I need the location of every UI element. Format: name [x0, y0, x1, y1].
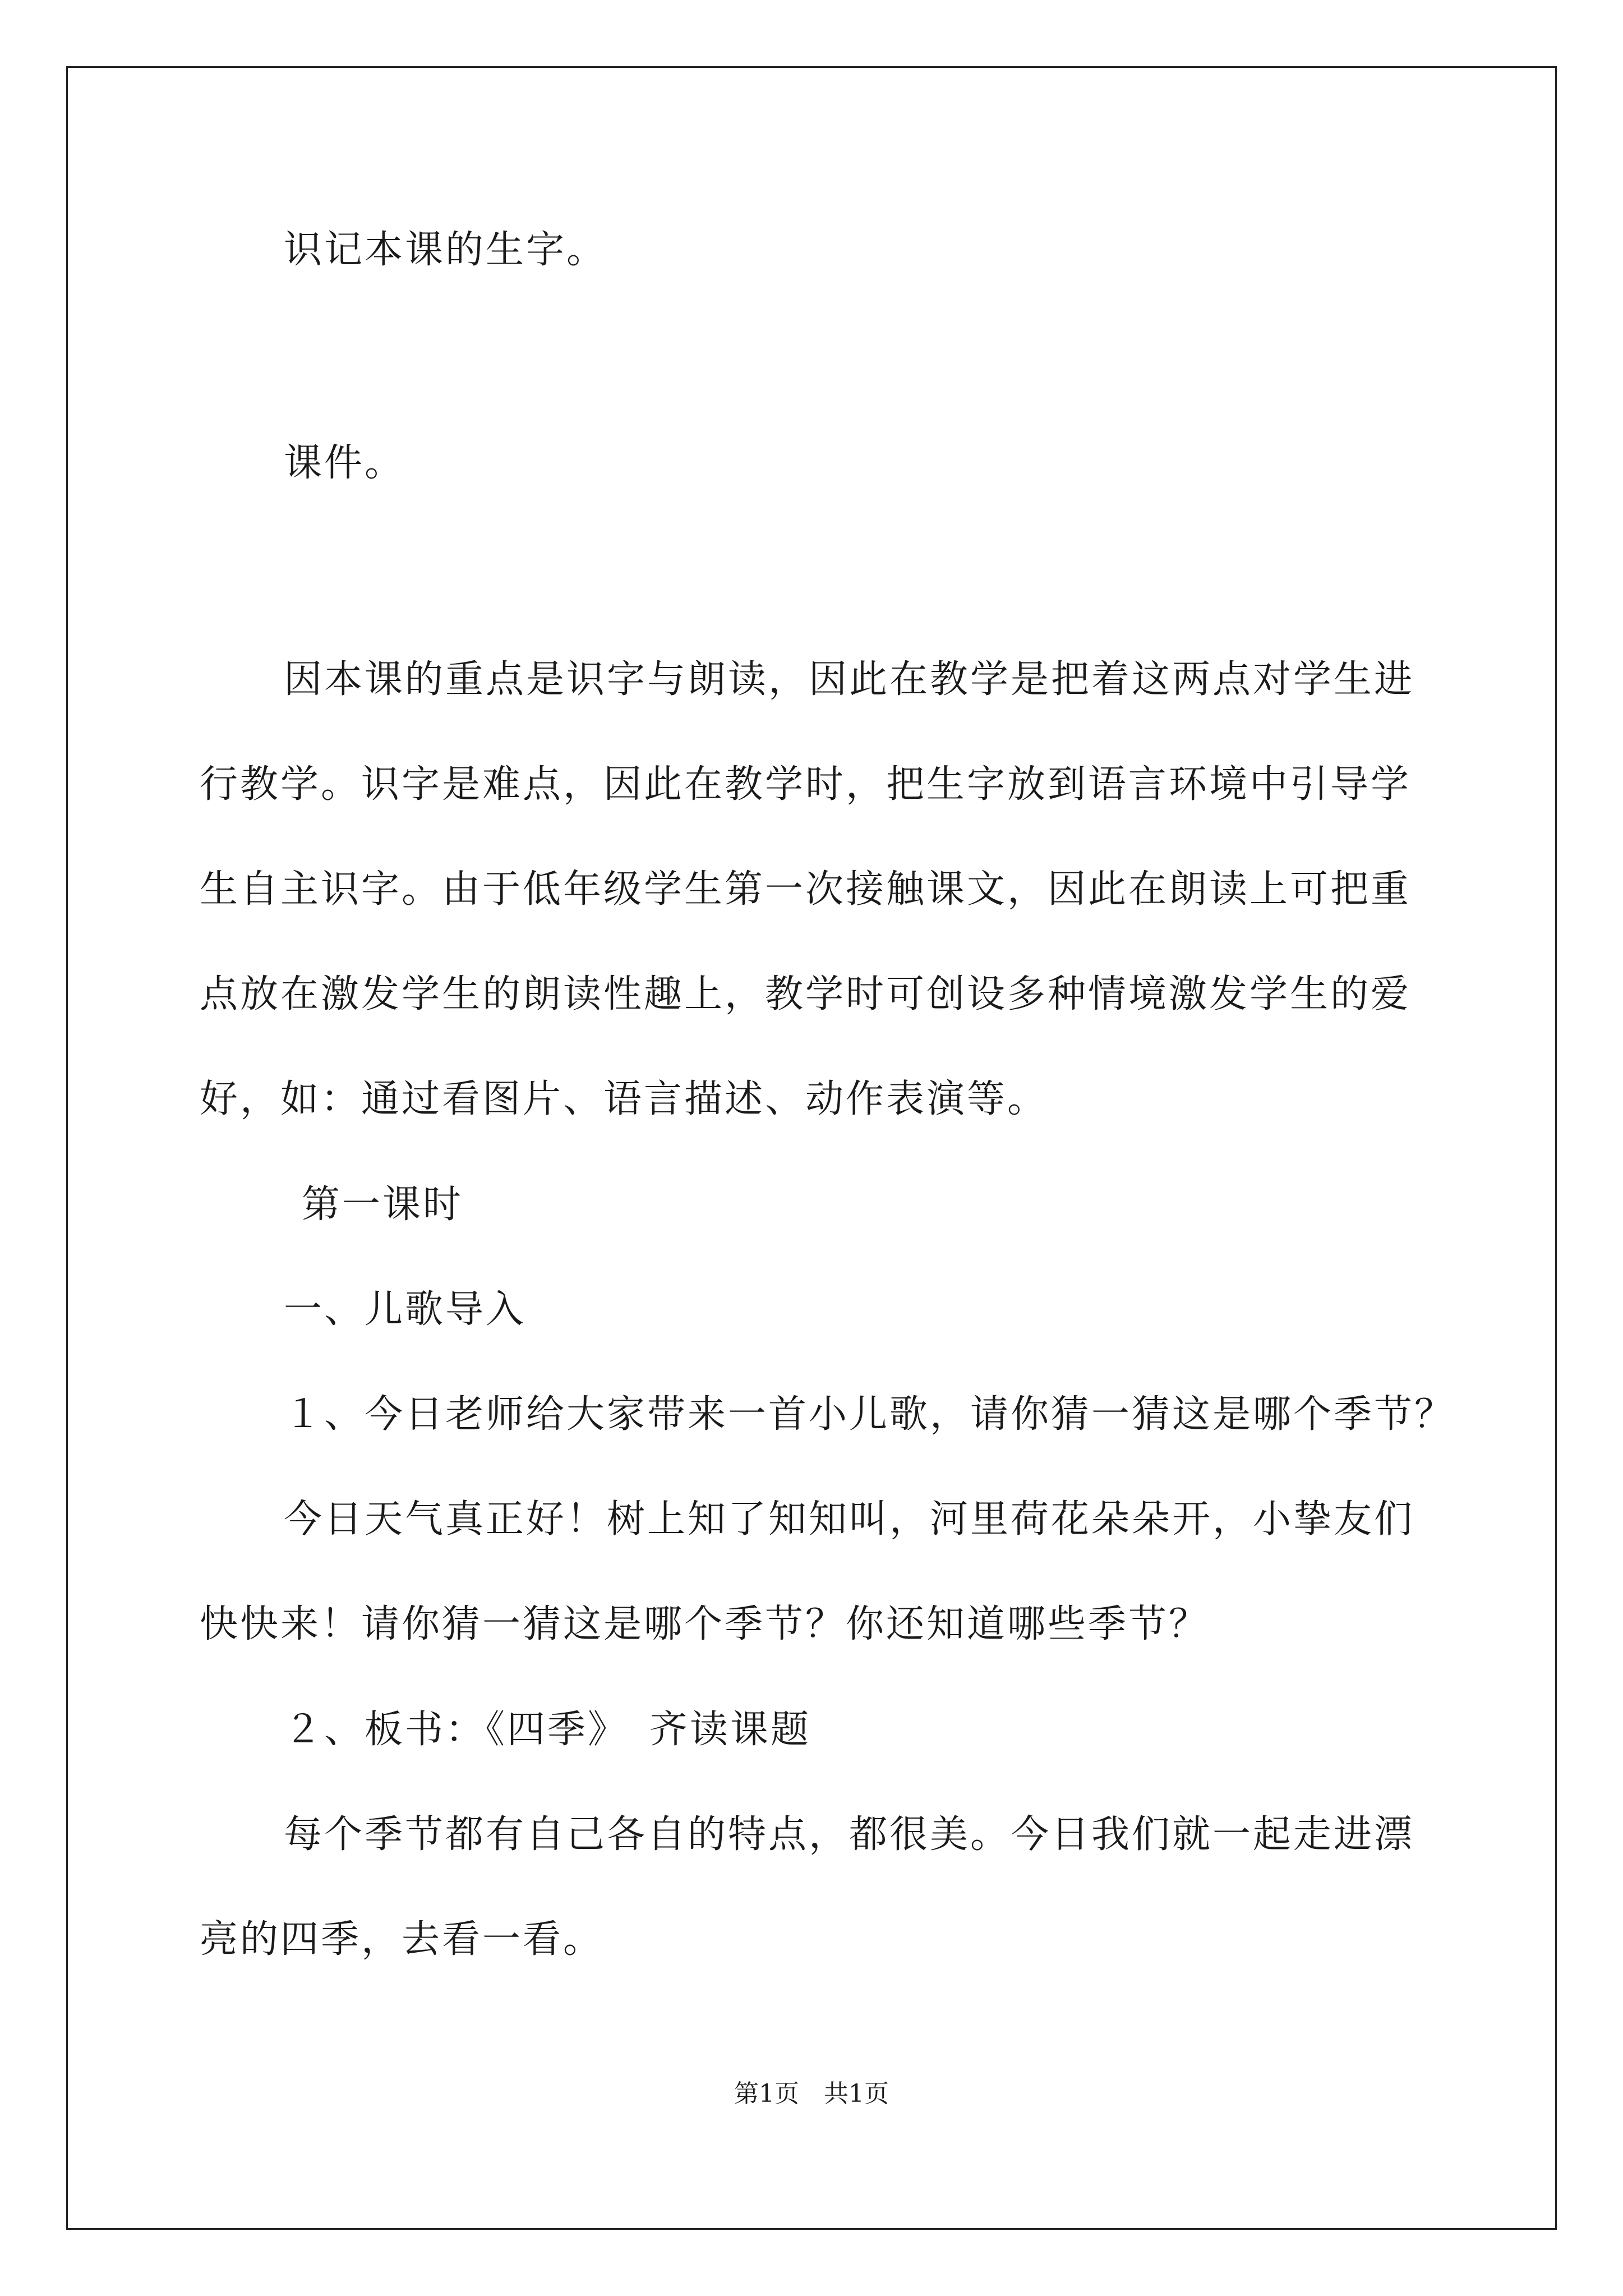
paragraph-line: 好，如：通过看图片、语言描述、动作表演等。: [200, 1077, 1048, 1121]
text-line: 课件。: [284, 441, 405, 485]
subheading: 一、儿歌导入: [284, 1287, 527, 1332]
paragraph-line: 快快来！请你猜一猜这是哪个季节？你还知道哪些季节？: [200, 1602, 1210, 1646]
paragraph-line: １、今日老师给大家带来一首小儿歌，请你猜一猜这是哪个季节？: [284, 1392, 1455, 1437]
paragraph-line: 每个季节都有自己各自的特点，都很美。今日我们就一起走进漂: [284, 1812, 1415, 1857]
page-footer: 第1页 共1页: [734, 2079, 889, 2108]
page-border: [66, 66, 1557, 2230]
paragraph-line: 点放在激发学生的朗读性趣上，教学时可创设多种情境激发学生的爱: [200, 972, 1412, 1016]
paragraph-line: 生自主识字。由于低年级学生第一次接触课文，因此在朗读上可把重: [200, 867, 1412, 912]
paragraph-line: 亮的四季，去看一看。: [200, 1917, 604, 1962]
text-line: 识记本课的生字。: [284, 228, 607, 272]
paragraph-line: 今日天气真正好！树上知了知知叫，河里荷花朵朵开，小挚友们: [284, 1497, 1415, 1542]
section-heading: 第一课时: [302, 1182, 464, 1227]
paragraph-line: 行教学。识字是难点，因此在教学时，把生字放到语言环境中引导学: [200, 762, 1412, 807]
paragraph-line: 因本课的重点是识字与朗读，因此在教学是把着这两点对学生进: [284, 657, 1415, 702]
paragraph-line: ２、板书：《四季》 齐读课题: [284, 1708, 811, 1752]
